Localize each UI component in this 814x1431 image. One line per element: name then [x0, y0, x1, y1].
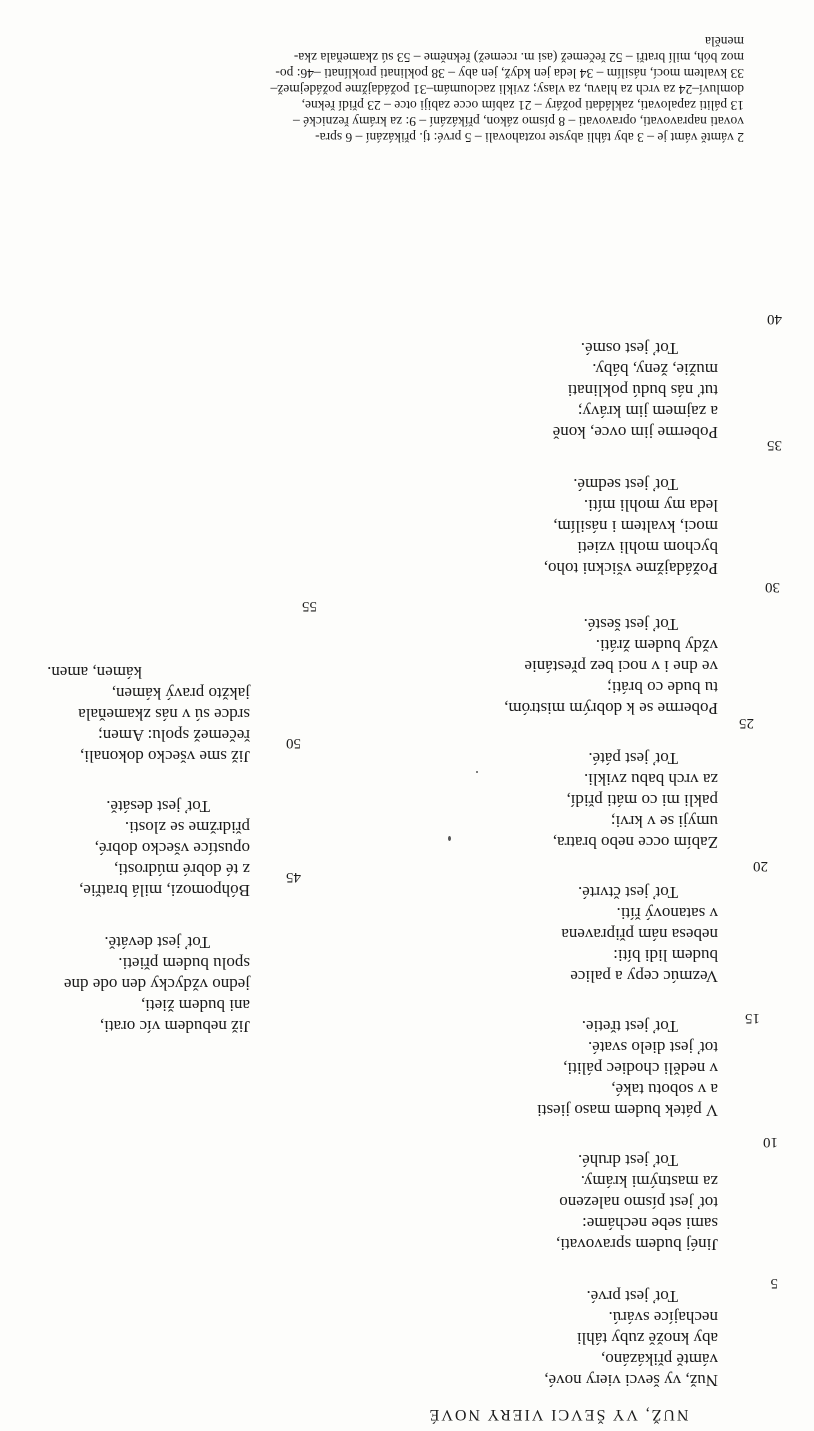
- verse-line: toť jest dielo svaté.: [587, 1038, 718, 1057]
- verse-line: nebesa nám připravena: [561, 925, 718, 944]
- verse-line: tu bude co bráti;: [607, 678, 718, 697]
- footnote-line: moz bóh, milí bratři – 52 řečemež (asi m. rcemež) řekněme – 53 sú zkameňala zka-: [293, 50, 744, 65]
- verse-line: Zabím occe nebo bratra,: [552, 833, 718, 852]
- footnote-line: vovati napravovati, opravovati – 8 písmo zákon, příkázání – 9: za krámy řeznické –: [293, 114, 744, 129]
- verse-line: moci, kvaltem i násilím,: [553, 517, 718, 536]
- verse-line: a zajmem jim krávy;: [577, 402, 718, 421]
- verse-line: leda my mohli míti.: [583, 496, 718, 515]
- footnote-line: 13 páliti zapalovati, zakládati požáry – 21 zabím occe zabiji otce – 23 přidí řekne,: [301, 98, 744, 113]
- verse-line: ani budem žieti,: [140, 996, 250, 1015]
- refrain-line: Toť jest prvé.: [586, 1287, 678, 1306]
- verse-line: budem lidi bíti:: [613, 946, 718, 965]
- line-number-20: 20: [753, 858, 768, 874]
- refrain-line: Toť jest desátě.: [106, 797, 210, 816]
- footnote-line: meněla: [705, 34, 744, 49]
- verse-line: ve dne i v noci bez přestánie: [524, 657, 718, 676]
- footnote-line: domluví–24 za vrch za hlavu, za vlasy; zvikli zacloumám–31 požádajžme požádejmež–: [270, 82, 744, 97]
- line-number-25: 25: [739, 715, 754, 731]
- line-number-30: 30: [765, 579, 780, 595]
- stanza-2: [556, 1150, 718, 1255]
- line-number-5: 5: [770, 1275, 778, 1291]
- refrain-line: Toť jest osmé.: [580, 339, 678, 358]
- line-number-55: 55: [302, 598, 317, 614]
- stanza-8: [553, 338, 718, 443]
- stanza-5: [553, 748, 718, 853]
- refrain-line: Toť jest druhé.: [577, 1151, 678, 1170]
- footnote-line: 33 kvaltem mocí, násilím – 34 leda jen když, jen aby – 38 poklinati proklínati –46: po-: [275, 66, 744, 81]
- refrain-line: Toť jest třetie.: [581, 1017, 678, 1036]
- stanza-7: [544, 474, 718, 579]
- verse-line: řečemež spolu: Amen;: [97, 726, 250, 745]
- stanza-3: [537, 1016, 718, 1121]
- verse-line: a v sobotu také,: [611, 1080, 718, 1099]
- stanza-1: [544, 1286, 718, 1391]
- verse-line: jakžto pravý kámen,: [111, 684, 250, 703]
- poem-title: NUŽ, VY ŠEVCI VIERY NOVÉ: [427, 1406, 689, 1423]
- verse-line: Poberme se k dobrým mistróm,: [504, 699, 718, 718]
- verse-line: z té dobré múdrosti,: [114, 860, 250, 879]
- verse-line: srdce sú v nás zkameňala: [78, 705, 250, 724]
- line-number-40: 40: [767, 311, 782, 327]
- stanza-9: [64, 932, 250, 1037]
- verse-line: opustíce všecko dobré,: [94, 839, 250, 858]
- verse-line: sami sebe necháme:: [582, 1214, 718, 1233]
- verse-line: vámtě přikázáno,: [600, 1350, 718, 1369]
- verse-line: v neděli chodiec páliti,: [563, 1059, 718, 1078]
- refrain-line: Toť jest čtvrté.: [577, 883, 678, 902]
- stanza-11: [47, 662, 250, 767]
- verse-line: Jinéj budem spravovati,: [556, 1235, 718, 1254]
- verse-line: spolu budem přieti.: [118, 954, 250, 973]
- verse-line: Požádajžme všickni toho,: [543, 559, 718, 578]
- scan-speck: [448, 836, 451, 841]
- refrain-line: Toť jest páté.: [588, 749, 678, 768]
- verse-line: toť jest písmo nalezeno: [559, 1193, 718, 1212]
- verse-line: Již sme všecko dokonali,: [80, 747, 250, 766]
- verse-line: za vrch babu zvikli.: [583, 770, 718, 789]
- verse-line: v satanový říti.: [616, 904, 718, 923]
- stanza-6: [504, 614, 718, 719]
- stanza-4: [561, 882, 718, 987]
- verse-line: pakli mi co máti přidí,: [566, 791, 718, 810]
- verse-line: aby knožě zuby táhli: [576, 1329, 718, 1348]
- footnote-line: 2 vámtě vámt je – 3 aby táhli abyste roztahovali – 5 prvé: tj. přikázání – 6 spra-: [315, 130, 744, 145]
- verse-line: nechajíce svárú.: [608, 1308, 718, 1327]
- line-number-10: 10: [763, 1134, 778, 1150]
- verse-line: Již nebudem víc orati,: [99, 1017, 250, 1036]
- refrain-line: Toť jest sedmé.: [573, 475, 678, 494]
- line-number-45: 45: [286, 869, 301, 885]
- verse-line: přidržme se zlosti.: [124, 818, 250, 837]
- verse-line: mužie, ženy, báby.: [592, 360, 718, 379]
- line-number-15: 15: [745, 1010, 760, 1026]
- footnotes: [14, 33, 744, 145]
- line-number-35: 35: [767, 437, 782, 453]
- stanza-10: [79, 796, 250, 901]
- verse-line: za mastnými krámy.: [580, 1172, 718, 1191]
- verse-line: tuť nás budú poklinati: [567, 381, 718, 400]
- verse-line: bychom mohli vzieti: [577, 538, 718, 557]
- verse-line: jedno vždycky den ode dne: [64, 975, 250, 994]
- verse-line: umyji se v krvi;: [610, 812, 718, 831]
- verse-line: Vezmúc cepy a palice: [570, 967, 718, 986]
- verse-line: Poberme jim ovce, koně: [552, 423, 718, 442]
- verse-line: vždy budem žráti.: [595, 636, 718, 655]
- line-number-50: 50: [286, 735, 301, 751]
- verse-line: kámen, amen.: [47, 663, 142, 682]
- verse-line: Bóhpomozi, milá bratřie,: [79, 881, 250, 900]
- verse-line: V pátek budem maso jiesti: [537, 1101, 718, 1120]
- refrain-line: Toť jest devátě.: [104, 933, 210, 952]
- scan-speck: [476, 771, 478, 773]
- refrain-line: Toť jest šesté.: [583, 615, 678, 634]
- verse-line: Nuž, vy ševci viery nové,: [544, 1371, 718, 1390]
